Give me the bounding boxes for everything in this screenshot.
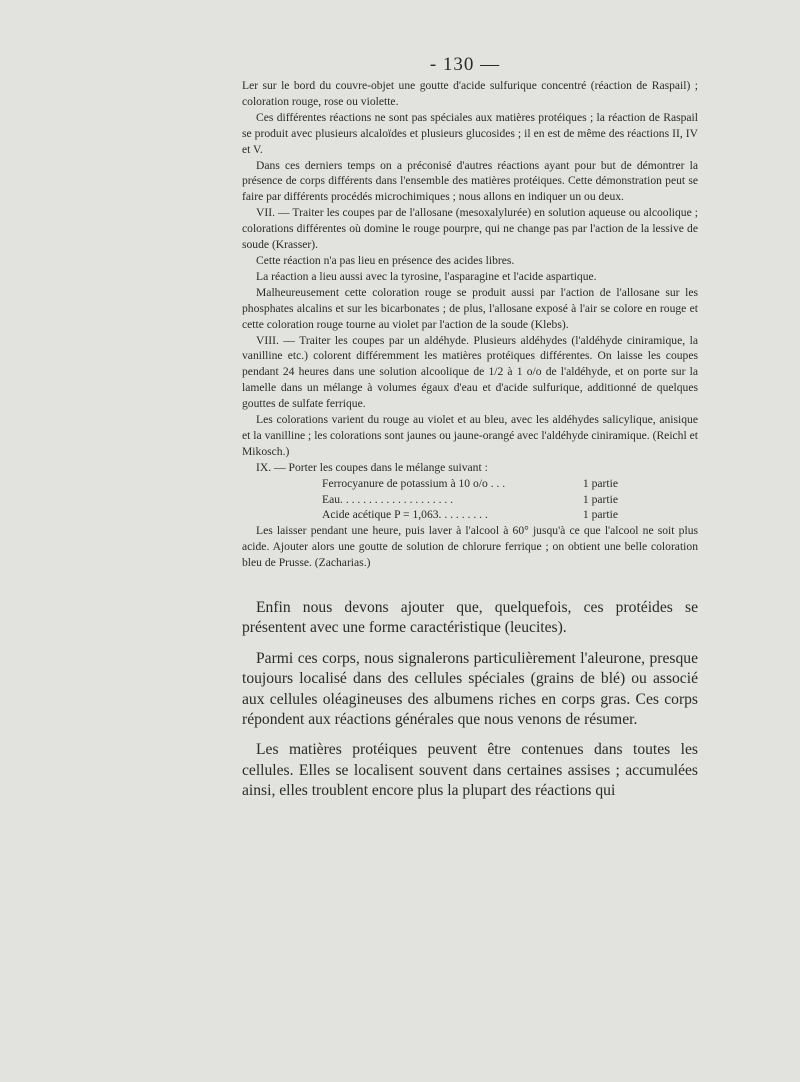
recipe-quantity: 1 partie (582, 476, 618, 490)
paragraph: Dans ces derniers temps on a préconisé d'autres réactions ayant pour but de démontrer la présence de corps différents dans l'ensemble des matières protéiques. Cette démonstration peut se faire par différents procédés microchimiques ; nous allons en indiquer un ou deux. (242, 158, 698, 204)
main-text-section (242, 598, 698, 802)
paragraph: Cette réaction n'a pas lieu en présence des acides libres. (256, 253, 515, 267)
paragraph: Ler sur le bord du couvre-objet une goutte d'acide sulfurique concentré (réaction de Raspail) ; coloration rouge, rose ou violette. (242, 79, 698, 108)
paragraph: Les colorations varient du rouge au violet et au bleu, avec les aldéhydes salicylique, anisique et la vanilline ; les colorations sont jaunes ou jaune-orangé avec l'aldéhyde ciniramique. (Reichl et Mikosch.) (242, 413, 698, 458)
paragraph: Ces différentes réactions ne sont pas spéciales aux matières protéiques ; la réaction de Raspail se produit avec plusieurs alcaloïdes et plusieurs glucosides ; il en est de même des réactions II, IV et V. (242, 110, 698, 156)
paragraph: Les matières protéiques peuvent être contenues dans toutes les cellules. Elles se localisent souvent dans certaines assises ; accumulées ainsi, elles troublent encore plus la plupart des réactions qui (242, 741, 698, 800)
paragraph: VIII. — Traiter les coupes par un aldéhyde. Plusieurs aldéhydes (l'aldéhyde ciniramique, la vanilline etc.) colorent différemment les matières protéiques différentes. On laisse les coupes pendant 24 heures dans une solution alcoolique de 1/2 à 1 o/o de l'aldéhyde, et on porte sur la lamelle dans un mélange à volumes égaux d'eau et d'acide sulfurique, additionné de quelques gouttes de sulfate ferrique. (242, 333, 698, 411)
recipe-row (322, 476, 618, 492)
recipe-row (322, 507, 618, 523)
recipe-item: Ferrocyanure de potassium à 10 o/o . . . (322, 476, 506, 490)
paragraph: VII. — Traiter les coupes par de l'allosane (mesoxalylurée) en solution aqueuse ou alcoolique ; colorations différentes où domine le rouge pourpre, qui ne change pas par l'action de la lessive de soude (Krasser). (242, 206, 698, 252)
page-number: - 130 — (429, 54, 501, 75)
paragraph: Malheureusement cette coloration rouge se produit aussi par l'action de l'allosane sur les phosphates alcalins et sur les bicarbonates ; de plus, l'allosane exposé à l'air se colore en rouge et cette coloration rouge tourne au violet par l'action de la soude (Klebs). (242, 285, 698, 331)
paragraph: Les laisser pendant une heure, puis laver à l'alcool à 60° jusqu'à ce que l'alcool ne soit plus acide. Ajouter alors une goutte de solution de chlorure ferrique ; on obtient une belle coloration bleu de Prusse. (Zacharias.) (242, 524, 698, 570)
recipe-row (322, 492, 618, 508)
recipe-quantity: 1 partie (582, 492, 618, 506)
paragraph: Parmi ces corps, nous signalerons particulièrement l'aleurone, presque toujours localisé dans des cellules spéciales (grains de blé) ou associé aux cellules oléagineuses des albumens riches en corps gras. Ces corps répondent aux réactions générales que nous venons de résumer. (242, 649, 698, 729)
recipe-list (322, 476, 618, 524)
recipe-item: Acide acétique P = 1,063. . . . . . . . . (322, 508, 488, 522)
recipe-item: Eau. . . . . . . . . . . . . . . . . . . . (322, 492, 454, 506)
paragraph: La réaction a lieu aussi avec la tyrosine, l'asparagine et l'acide aspartique. (256, 269, 597, 283)
paragraph: Enfin nous devons ajouter que, quelquefois, ces protéides se présentent avec une forme caractéristique (leucites). (242, 599, 698, 637)
recipe-quantity: 1 partie (582, 508, 618, 522)
small-print-section (242, 78, 698, 571)
paragraph: IX. — Porter les coupes dans le mélange suivant : (256, 460, 488, 474)
